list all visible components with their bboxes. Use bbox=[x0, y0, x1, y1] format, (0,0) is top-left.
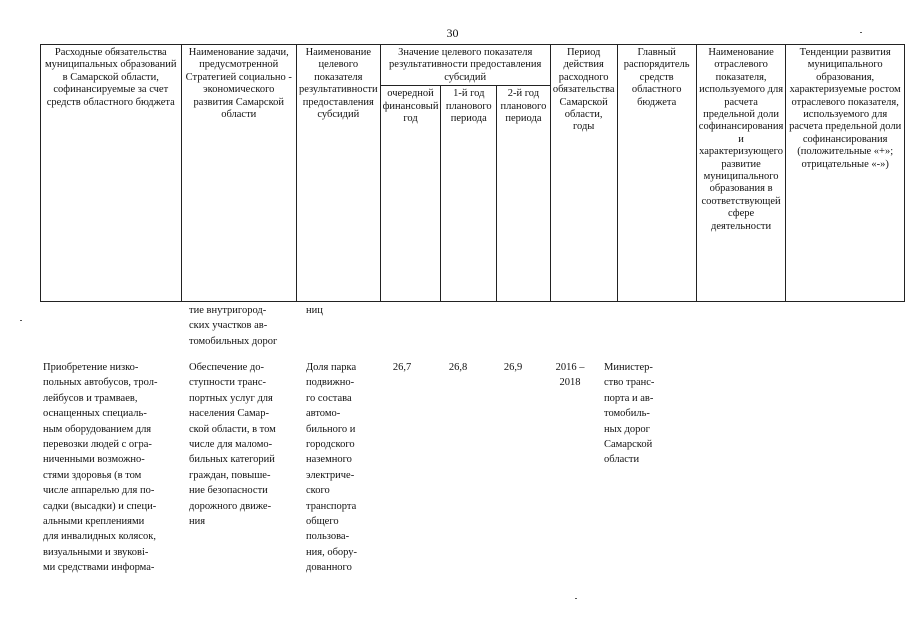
value-plan-year-2: 26,9 bbox=[503, 362, 523, 373]
obligation-text: Приобретение низко- польных автобусов, трол- лейбусов и трамваев, оснащенных специаль- ным оборудованием для перевозки людей с огра- ниченными возможно- стями здоровья (в том числе аппарелью для по- садки (высадки) и специ- альными креплениями для инвалидных колясок, визуальными и звукові- ми средствами информа- bbox=[43, 362, 158, 574]
header-budget-manager: Главный распорядитель средств областного бюджета bbox=[617, 45, 696, 302]
header-sector-indicator: Наименование отраслевого показателя, используемого для расчета предельной доли софинансирования и характеризующего развитие муниципального образования в соответствующей сфере деятельности bbox=[696, 45, 786, 302]
continuation-indicator-text: ниц bbox=[306, 305, 323, 316]
header-task: Наименование задачи, предусмотренной Стратегией социально - экономического развития Самарской области bbox=[181, 45, 296, 302]
indicator-text: Доля парка подвижно- го состава автомо- бильного и городского наземного электриче- ского транспорта общего пользова- ния, обору- дованного bbox=[306, 362, 358, 574]
value-next-year: 26,7 bbox=[392, 362, 412, 373]
scan-speck bbox=[860, 32, 862, 33]
header-indicator-name: Наименование целевого показателя результативности предоставления субсидий bbox=[296, 45, 380, 302]
value-plan-year-1: 26,8 bbox=[448, 362, 468, 373]
header-next-year: очередной финансовый год bbox=[380, 86, 441, 302]
header-plan-year-2: 2-й год планового периода bbox=[497, 86, 551, 302]
header-table bbox=[40, 44, 905, 302]
scan-speck bbox=[575, 598, 577, 599]
continuation-task-text: тие внутригород- ских участков ав- томобильных дорог bbox=[189, 305, 278, 347]
scan-speck bbox=[20, 320, 22, 321]
header-trends: Тенденции развития муниципального образования, характеризуемые ростом отраслевого показателя, используемого для расчета предельной доли софинансирования (положительные «+»; отрицательные «-») bbox=[786, 45, 905, 302]
header-plan-year-1: 1-й год планового периода bbox=[441, 86, 497, 302]
header-indicator-value-group: Значение целевого показателя результативности предоставления субсидий bbox=[380, 45, 550, 86]
header-obligations: Расходные обязательства муниципальных образований в Самарской области, софинансируемые за счет средств областного бюджета bbox=[41, 45, 182, 302]
period-value: 2016 – 2018 bbox=[555, 362, 585, 389]
task-text: Обеспечение до- ступности транс- портных услуг для населения Самар- ской области, в том числе для маломо- бильных категорий граждан, повыше- ние безопасности дорожного движе- ния bbox=[189, 362, 276, 528]
header-period: Период действия расходного обязательства Самарской области, годы bbox=[550, 45, 617, 302]
page-number: 30 bbox=[446, 26, 459, 40]
budget-manager-text: Министер- ство транс- порта и ав- томобиль- ных дорог Самарской области bbox=[604, 362, 655, 466]
